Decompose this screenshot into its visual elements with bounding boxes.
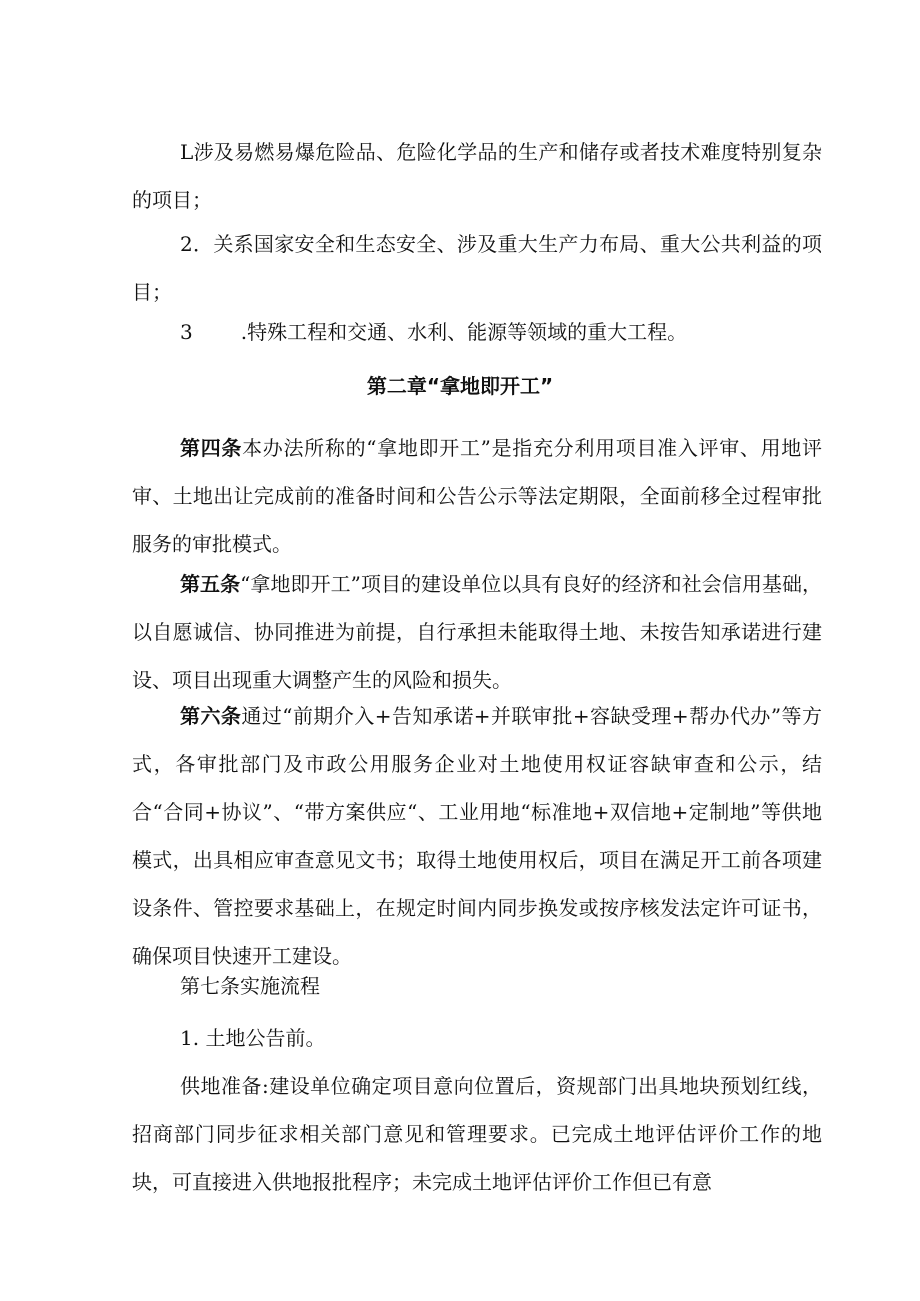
- article-4-label: 第四条: [180, 436, 243, 460]
- article-5-text: “拿地即开工”项目的建设单位以具有良好的经济和社会信用基础，以自愿诚信、协同推进为前提，自行承担未能取得土地、未按告知承诺进行建设、项目出现重大调整产生的风险和损失。: [132, 572, 823, 692]
- supply-preparation: 供地准备:建设单位确定项目意向位置后，资规部门出具地块预划红线，招商部门同步征求相关部门意见和管理要求。已完成土地评估评价工作的地块，可直接进入供地报批程序；未完成土地评估评价工作但已有意: [132, 1074, 822, 1194]
- step-1: 1. 土地公告前。: [180, 1026, 326, 1050]
- chapter-title: 第二章“拿地即开工”: [366, 374, 554, 398]
- article-4-text: 本办法所称的“拿地即开工”是指充分利用项目准入评审、用地评审、土地出让完成前的准备时间和公告公示等法定期限，全面前移全过程审批服务的审批模式。: [132, 436, 823, 556]
- article-5: [132, 560, 822, 704]
- list-item-2: 2．关系国家安全和生态安全、涉及重大生产力布局、重大公共利益的项目；: [132, 232, 822, 304]
- article-6-text: 通过“前期介入+告知承诺+并联审批+容缺受理+帮办代办”等方式，各审批部门及市政公用服务企业对土地使用权证容缺审查和公示，结合“合同+协议”、“带方案供应“、工业用地“标准地+双信地+定制地”等供地模式，出具相应审查意见文书；取得土地使用权后，项目在满足开工前各项建设条件、管控要求基础上，在规定时间内同步换发或按序核发法定许可证书，确保项目快速开工建设。: [132, 704, 823, 968]
- article-4: [132, 424, 822, 568]
- article-7: 第七条实施流程: [180, 974, 320, 998]
- list-item-3: [132, 308, 822, 356]
- article-6-label: 第六条: [180, 704, 242, 728]
- list-item-3-number: 3: [180, 320, 193, 344]
- article-5-label: 第五条: [180, 572, 241, 596]
- article-6: [132, 692, 822, 980]
- list-item-1: L涉及易燃易爆危险品、危险化学品的生产和储存或者技术难度特别复杂的项目；: [132, 140, 822, 212]
- list-item-3-text: .特殊工程和交通、水利、能源等领域的重大工程。: [240, 320, 688, 344]
